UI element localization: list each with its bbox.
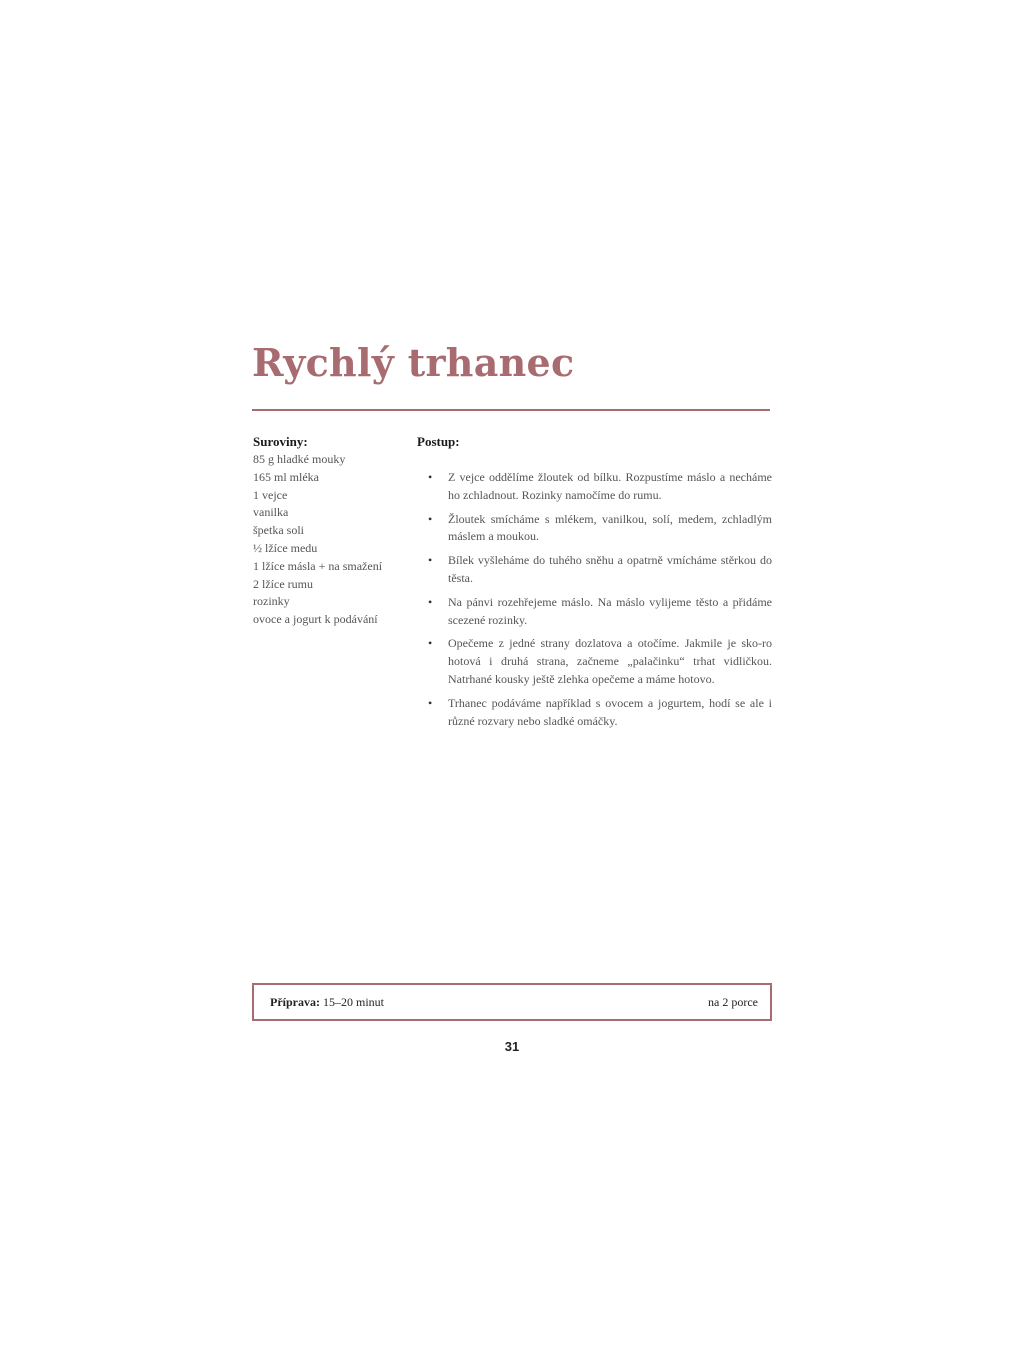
- step-text: Opečeme z jedné strany dozlatova a otočíme. Jakmile je sko-ro hotová i druhá strana, začneme „palačinku“ trhat vidličkou. Natrhané kousky ještě zlehka opečeme a máme hotovo.: [448, 636, 772, 686]
- step-item: [417, 695, 772, 731]
- prep-label: Příprava:: [270, 995, 320, 1009]
- step-text: Z vejce oddělíme žloutek od bílku. Rozpustíme máslo a necháme ho zchladnout. Rozinky namočíme do rumu.: [448, 470, 772, 502]
- recipe-info-box: [252, 983, 772, 1021]
- ingredients-heading: Suroviny:: [253, 434, 308, 449]
- ingredient-item: špetka soli: [253, 523, 304, 538]
- step-text: Bílek vyšleháme do tuhého sněhu a opatrně vmícháme stěrkou do těsta.: [448, 553, 772, 585]
- ingredient-item: rozinky: [253, 594, 290, 609]
- ingredient-item: 2 lžíce rumu: [253, 576, 313, 591]
- prep-value: 15–20 minut: [323, 995, 385, 1009]
- title-divider: [252, 409, 770, 411]
- step-item: [417, 552, 772, 588]
- step-text: Žloutek smícháme s mlékem, vanilkou, solí, medem, zchladlým máslem a moukou.: [448, 511, 772, 544]
- bullet-icon: •: [428, 636, 433, 651]
- step-item: [417, 635, 772, 688]
- bullet-icon: •: [428, 553, 433, 568]
- ingredient-item: 1 vejce: [253, 487, 288, 502]
- step-list: [417, 469, 772, 730]
- step-item: [417, 511, 772, 547]
- steps-section: [417, 433, 772, 736]
- page-number: 31: [504, 1039, 520, 1054]
- step-text: Na pánvi rozehřejeme máslo. Na máslo vylijeme těsto a přidáme scezené rozinky.: [448, 594, 772, 627]
- ingredients-section: [253, 433, 413, 629]
- step-item: [417, 594, 772, 630]
- steps-heading: Postup:: [417, 434, 460, 449]
- ingredient-item: 165 ml mléka: [253, 469, 319, 484]
- bullet-icon: •: [428, 594, 433, 609]
- step-text: Trhanec podáváme například s ovocem a jogurtem, hodí se ale i různé rozvary nebo sladké omáčky.: [448, 695, 772, 728]
- bullet-icon: •: [428, 695, 433, 710]
- recipe-title: Rychlý trhanec: [252, 340, 575, 385]
- ingredient-item: vanilka: [253, 505, 289, 520]
- ingredient-list: [253, 451, 413, 629]
- ingredient-item: ½ lžíce medu: [253, 540, 318, 555]
- bullet-icon: •: [428, 511, 433, 526]
- step-item: [417, 469, 772, 505]
- ingredient-item: 85 g hladké mouky: [253, 452, 346, 466]
- servings: na 2 porce: [708, 995, 758, 1009]
- prep-time: [270, 994, 384, 1010]
- bullet-icon: •: [428, 470, 433, 484]
- ingredient-item: ovoce a jogurt k podávání: [253, 612, 378, 627]
- ingredient-item: 1 lžíce másla + na smažení: [253, 558, 383, 573]
